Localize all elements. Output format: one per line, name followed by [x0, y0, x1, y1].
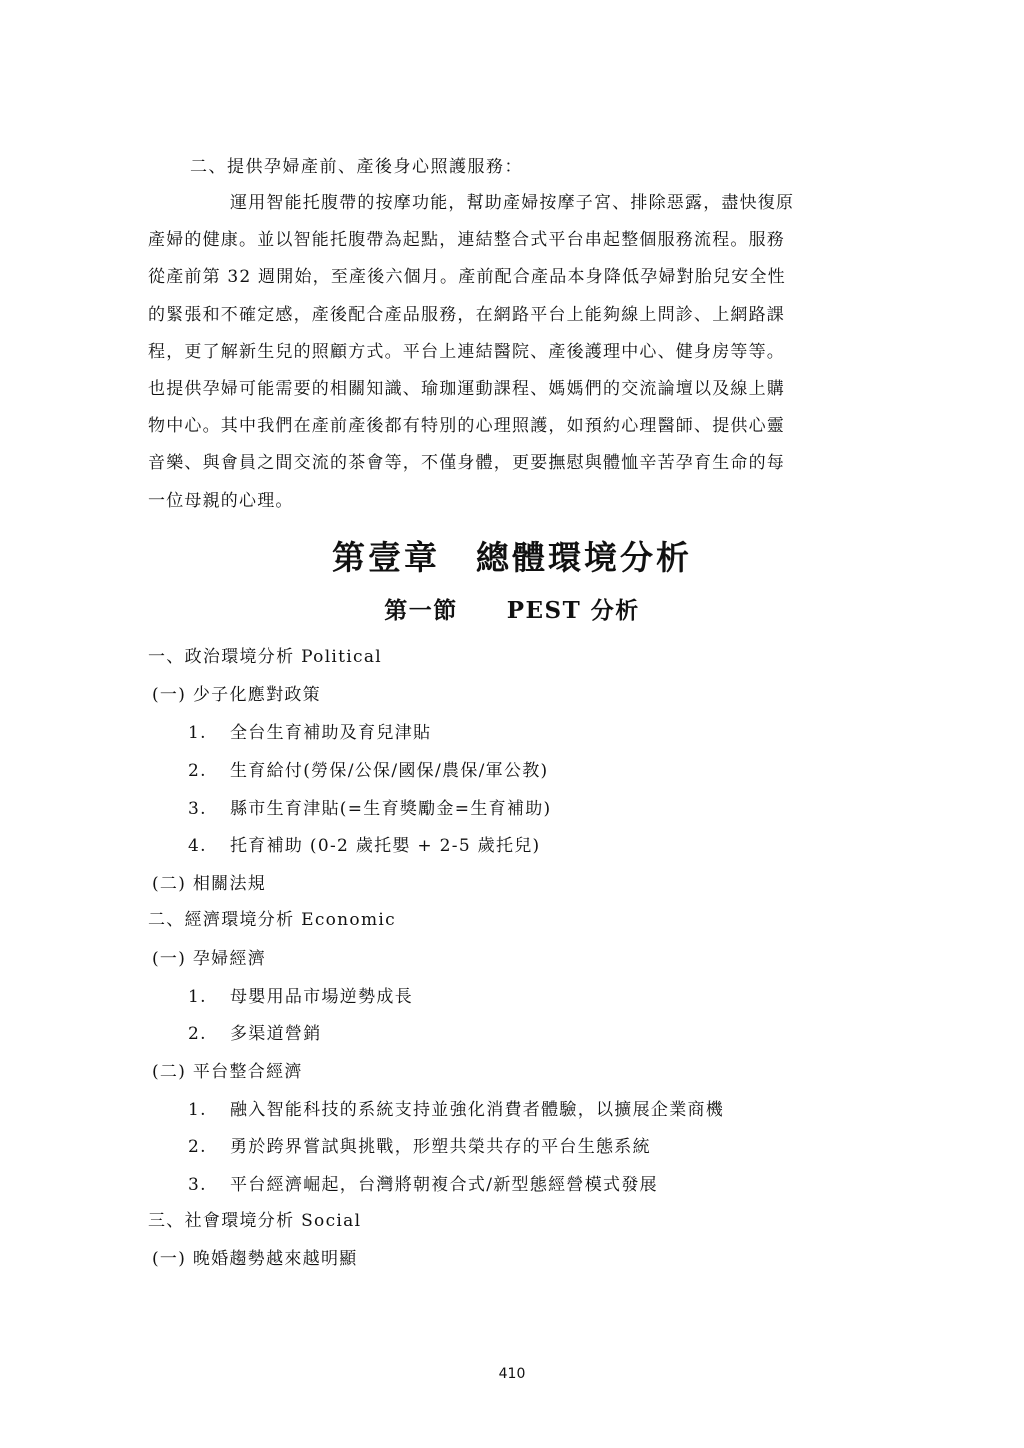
list-item-text: 生育給付(勞保/公保/國保/農保/軍公教) [230, 761, 549, 781]
list-item-text: 融入智能科技的系統支持並強化消費者體驗，以擴展企業商機 [230, 1100, 725, 1120]
list-item-text: 多渠道營銷 [230, 1024, 322, 1044]
service-paragraph [148, 185, 870, 520]
paragraph-line: 物中心。其中我們在產前產後都有特別的心理照護，如預約心理醫師、提供心靈 [148, 416, 785, 437]
outline-subheading: (一) 晚婚趨勢越來越明顯 [152, 1249, 358, 1269]
chapter-title: 第壹章 總體環境分析 [332, 538, 692, 577]
list-item-text: 托育補助 (0-2 歲托嬰 + 2-5 歲托兒) [230, 836, 541, 856]
outline-list-item [188, 756, 548, 781]
outline-subheading: (一) 孕婦經濟 [152, 949, 267, 969]
list-item-number: 3. [188, 1175, 207, 1195]
list-item-number: 1. [188, 987, 207, 1007]
outline-list-item [188, 1170, 658, 1195]
list-item-text: 平台經濟崛起，台灣將朝複合式/新型態經營模式發展 [230, 1175, 658, 1195]
list-item-text: 勇於跨界嘗試與挑戰，形塑共榮共存的平台生態系統 [230, 1137, 651, 1157]
page-number: 410 [498, 1366, 526, 1382]
paragraph-line: 也提供孕婦可能需要的相關知識、瑜珈運動課程、媽媽們的交流論壇以及線上購 [148, 378, 785, 399]
list-item-text: 全台生育補助及育兒津貼 [230, 723, 432, 743]
list-item-number: 4. [188, 836, 207, 856]
outline-list-item [188, 794, 551, 819]
section-title: 第一節 PEST 分析 [384, 597, 640, 624]
outline-list-item [188, 718, 431, 743]
list-item-number: 2. [188, 1024, 207, 1044]
paragraph-line: 程，更了解新生兒的照顧方式。平台上連結醫院、產後護理中心、健身房等等。 [148, 341, 785, 362]
outline-list-item [188, 831, 540, 856]
outline-list-item [188, 1095, 724, 1120]
list-item-number: 1. [188, 1100, 207, 1120]
paragraph-line: 的緊張和不確定感，產後配合產品服務，在網路平台上能夠線上問診、上網路課 [148, 304, 785, 325]
outline-heading-economic: 二、經濟環境分析 Economic [148, 910, 396, 930]
list-item-text: 母嬰用品市場逆勢成長 [230, 987, 413, 1007]
paragraph-line: 音樂、與會員之間交流的茶會等，不僅身體，更要撫慰與體恤辛苦孕育生命的每 [148, 453, 785, 474]
outline-subheading: (二) 相關法規 [152, 874, 267, 894]
outline-heading-political: 一、政治環境分析 Political [148, 647, 383, 667]
paragraph-line: 一位母親的心理。 [148, 490, 294, 511]
outline-list-item [188, 982, 413, 1007]
outline-heading-social: 三、社會環境分析 Social [148, 1211, 362, 1231]
paragraph-line: 運用智能托腹帶的按摩功能，幫助產婦按摩子宮、排除惡露，盡快復原 [230, 193, 795, 213]
service-heading: 二、提供孕婦產前、產後身心照護服務： [190, 157, 523, 177]
outline-subheading: (一) 少子化應對政策 [152, 685, 321, 705]
paragraph-line: 從產前第 32 週開始，至產後六個月。產前配合產品本身降低孕婦對胎兒安全性 [148, 267, 786, 288]
outline-list-item [188, 1019, 322, 1044]
list-item-number: 2. [188, 761, 207, 781]
outline-list-item [188, 1132, 651, 1157]
paragraph-line: 產婦的健康。並以智能托腹帶為起點，連結整合式平台串起整個服務流程。服務 [148, 230, 785, 251]
list-item-number: 1. [188, 723, 207, 743]
list-item-number: 3. [188, 799, 207, 819]
list-item-number: 2. [188, 1137, 207, 1157]
list-item-text: 縣市生育津貼(=生育獎勵金=生育補助) [230, 799, 552, 819]
outline-subheading: (二) 平台整合經濟 [152, 1062, 303, 1082]
